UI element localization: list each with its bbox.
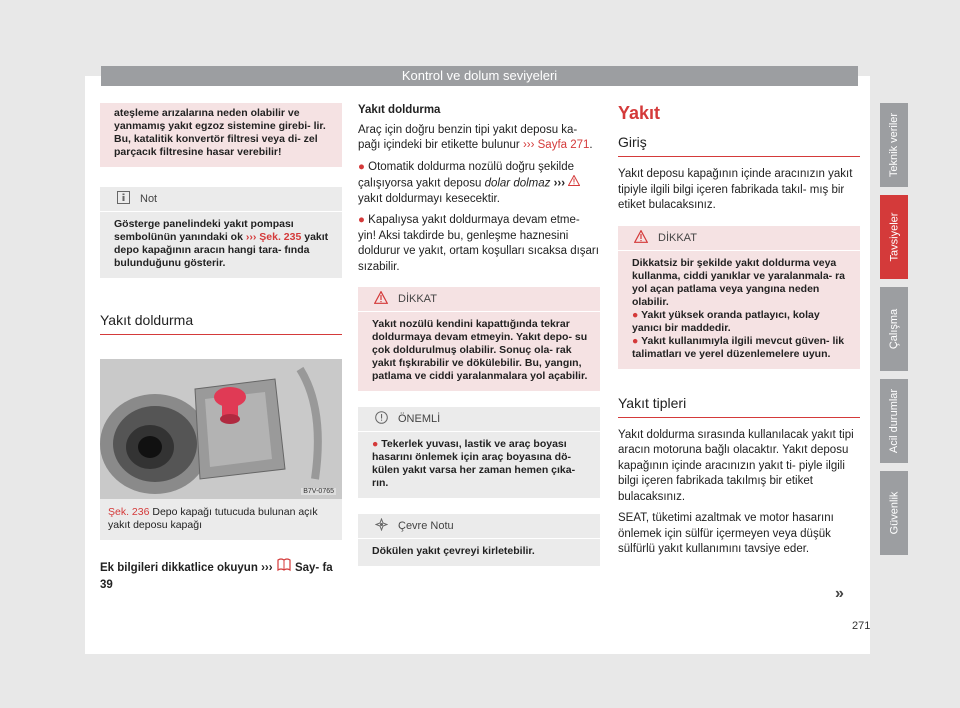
intro-period: . xyxy=(589,139,593,151)
page-header: Kontrol ve dolum seviyeleri xyxy=(101,66,858,86)
bullet-dot: ● xyxy=(372,438,379,451)
column-middle xyxy=(358,103,600,576)
fuel-cap-figure xyxy=(100,359,342,499)
warning-box-continued xyxy=(100,103,342,167)
bullet-closed xyxy=(358,213,600,275)
bullet-dot: ● xyxy=(632,334,639,347)
warning-bullet-1-text: Yakıt yüksek oranda patlayıcı, kolay yanıcı bir maddedir. xyxy=(632,308,820,334)
heading-fueling: Yakıt doldurma xyxy=(358,104,441,116)
continue-arrow: » xyxy=(835,585,844,602)
bullet1-emphasis: dolar dolmaz xyxy=(484,177,551,190)
warning-box-right xyxy=(618,226,860,369)
warning-bullet-2 xyxy=(632,335,850,361)
warning-tail-text: ateşleme arızalarına neden olabilir ve yanmamış yakıt egzoz sistemine girebi- lir. Bu, katalitik konvertör filtresi veya di- zel parçacık filtresine hasar verebilir! xyxy=(114,107,326,158)
warning-triangle-icon xyxy=(568,175,580,192)
warning-triangle-icon xyxy=(372,291,390,307)
section-title-fuel-types: Yakıt tipleri xyxy=(618,395,860,418)
environment-header xyxy=(358,514,600,539)
intro-text: Yakıt deposu kapağının içinde aracınızın yakıt tipiyle ilgili bilgi içeren fabrikada takıl- mış bir etiket bulacaksınız. xyxy=(618,168,853,211)
bullet1-text-end: yakıt doldurmayı kesecektir. xyxy=(358,192,500,205)
warning-text: Dikkatsiz bir şekilde yakıt doldurma veya kullanma, ciddi yanıklar ve yaralanmala- ra yol açan patlama veya yangına neden olabilir. xyxy=(632,256,846,308)
tab-label: Teknik veriler xyxy=(888,112,900,178)
fuel-types-paragraph-2: SEAT, tüketimi azaltmak ve motor hasarını önlemek için sülfür içermeyen veya düşük sülfürlü yakıt kullanımını tavsiye eder. xyxy=(618,512,834,555)
figure-caption xyxy=(100,499,342,540)
column-left xyxy=(100,103,342,599)
tab-label: Çalışma xyxy=(888,308,900,350)
important-text: Tekerlek yuvası, lastik ve araç boyası hasarını önlemek için araç boyasına dö- külen yakıt varsa her zaman hemen çıka- rın. xyxy=(372,438,576,490)
tab-label: Tavsiyeler xyxy=(888,212,900,262)
figure-caption-text: Depo kapağı tutucuda bulunan açık yakıt deposu kapağı xyxy=(108,506,318,531)
info-icon xyxy=(114,191,132,207)
environment-box xyxy=(358,514,600,566)
note-text-b: yakıt depo kapağının aracın hangi tara- fında bulunduğunu gösterir. xyxy=(114,231,329,269)
warning-header xyxy=(358,287,600,312)
tab-label: Güvenlik xyxy=(888,491,901,535)
note-text-a: Gösterge panelindeki yakıt pompası sembolünün yanındaki ok xyxy=(114,218,294,243)
important-body xyxy=(358,432,600,498)
environment-title: Çevre Notu xyxy=(398,520,454,533)
note-body xyxy=(100,212,342,278)
bullet2-text: Kapalıysa yakıt doldurmaya devam etme- yin! Aksi takdirde bu, genleşme haznesini doldurur ve yakıt, ortam koşulları sıcaksa dışarı sızabilir. xyxy=(358,214,599,273)
warning-header xyxy=(618,226,860,251)
page-number: 271 xyxy=(852,620,871,632)
warning-text: Yakıt nozülü kendini kapattığında tekrar doldurmaya devam etmeyin. Yakıt depo- su çok doldurulmuş olabilir. Sonuç ola- rak yakıt fışkırabilir ve dökülebilir. Bu, yangın, patlama ve ciddi yaralanmalara yol açabilir. xyxy=(372,318,588,383)
leaf-icon xyxy=(372,518,390,534)
intro-text: Araç için doğru benzin tipi yakıt deposu ka- pağı içindeki bir etikette bulunur xyxy=(358,123,578,151)
tab-technical-data[interactable] xyxy=(880,103,908,187)
extra-info-arrows: ››› xyxy=(261,561,273,574)
figure-code: B7V-0765 xyxy=(303,488,334,495)
bullet1-arrows: ››› xyxy=(550,177,569,190)
fuel-cap-illustration xyxy=(100,359,342,499)
intro-page-link[interactable]: ››› Sayfa 271 xyxy=(522,139,590,151)
warning-triangle-icon xyxy=(632,230,650,246)
tab-operation[interactable] xyxy=(880,287,908,371)
extra-info-page[interactable]: Say- fa 39 xyxy=(100,561,333,591)
note-header xyxy=(100,187,342,212)
important-title: ÖNEMLİ xyxy=(398,413,441,426)
warning-body xyxy=(618,251,860,369)
figure-label: Şek. 236 xyxy=(108,506,150,518)
bullet-dot: ● xyxy=(358,160,365,173)
column-right xyxy=(618,103,860,564)
note-figure-link[interactable]: ››› Şek. 235 xyxy=(245,231,302,243)
warning-title: DİKKAT xyxy=(398,293,437,306)
important-box xyxy=(358,407,600,498)
tab-recommendations[interactable] xyxy=(880,195,908,279)
exclamation-circle-icon xyxy=(372,411,390,427)
section-title-fueling: Yakıt doldurma xyxy=(100,312,342,335)
intro-paragraph xyxy=(358,123,600,154)
chapter-title: Yakıt xyxy=(618,103,661,123)
chapter-tabs xyxy=(880,103,908,563)
tab-label: Acil durumlar xyxy=(888,388,900,454)
warning-bullet-2-text: Yakıt kullanımıyla ilgili mevcut güven- lik talimatları ve yerel düzenlemelere uyun. xyxy=(632,334,845,360)
fuel-types-paragraph-1: Yakıt doldurma sırasında kullanılacak yakıt tipi aracın motoruna bağlı olacaktır. Yakıt deposu kapağının içinde aracınızın yakıt ti- piyle ilgili bilgi içeren fabrikada takılmış bir etiket bulacaksınız. xyxy=(618,428,854,503)
environment-text: Dökülen yakıt çevreyi kirletebilir. xyxy=(372,545,535,558)
extra-info-text: Ek bilgileri dikkatlice okuyun xyxy=(100,561,262,574)
bullet-auto-nozzle xyxy=(358,160,600,208)
bullet-dot: ● xyxy=(358,214,365,227)
important-header xyxy=(358,407,600,432)
warning-title: DİKKAT xyxy=(658,231,697,244)
bullet1-text: Otomatik doldurma nozülü doğru şekilde çalışıyorsa yakıt deposu xyxy=(358,160,574,190)
warning-bullet-1 xyxy=(632,309,850,335)
note-title: Not xyxy=(140,193,158,205)
note-box xyxy=(100,187,342,278)
warning-box xyxy=(358,287,600,391)
subsection-title-intro: Giriş xyxy=(618,134,860,157)
tab-emergencies[interactable] xyxy=(880,379,908,463)
tab-safety[interactable] xyxy=(880,471,908,555)
extra-info-line xyxy=(100,558,342,593)
bullet-dot: ● xyxy=(632,308,639,321)
book-icon xyxy=(276,558,292,578)
